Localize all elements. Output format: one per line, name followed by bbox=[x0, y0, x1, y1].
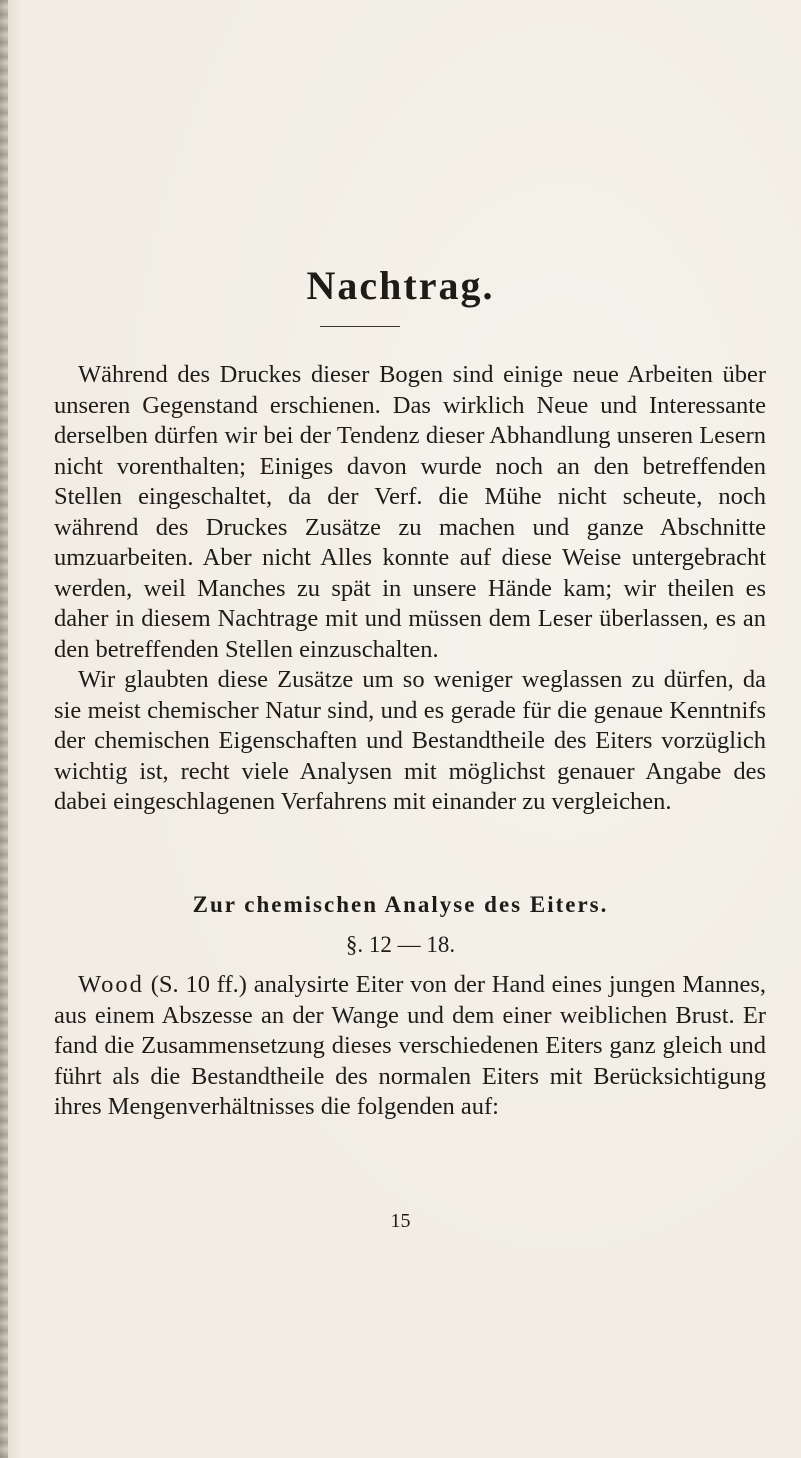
paragraph-3 bbox=[54, 970, 766, 1123]
paragraph-1: Während des Druckes dieser Bogen sind einige neue Arbeiten über unseren Gegenstand erschienen. Das wirklich Neue und Interessante derselben dürfen wir bei der Tendenz dieser Abhandlung unseren Lesern nicht vorenthalten; Einiges davon wurde noch an den betreffenden Stellen eingeschaltet, da der Verf. die Mühe nicht scheute, noch während des Druckes Zusätze zu machen und ganze Abschnitte umzuarbeiten. Aber nicht Alles konnte auf diese Weise untergebracht werden, weil Manches zu spät in unsere Hände kam; wir theilen es daher in diesem Nachtrage mit und müssen dem Leser überlassen, es an den betreffenden Stellen einzuschalten. bbox=[54, 361, 766, 663]
paragraph-3-text: (S. 10 ff.) analysirte Eiter von der Hand eines jungen Mannes, aus einem Abszesse an der Wange und dem einer weiblichen Brust. Er fand die Zusammensetzung dieses verschiedenen Eiters ganz gleich und führt als die Bestandtheile des normalen Eiters mit Berücksichtigung ihres Mengenverhältnisses die folgenden auf: bbox=[54, 971, 766, 1120]
paragraph-2: Wir glaubten diese Zusätze um so weniger weglassen zu dürfen, da sie meist chemischer Natur sind, und es gerade für die genaue Kenntnifs der chemischen Eigenschaften und Bestandtheile des Eiters vorzüglich wichtig ist, recht viele Analysen mit möglichst genauer Angabe des dabei eingeschlagenen Verfahrens mit einander zu vergleichen. bbox=[54, 666, 766, 815]
section-title: Zur chemischen Analyse des Eiters. bbox=[192, 892, 609, 917]
section-reference: §. 12 — 18. bbox=[345, 932, 456, 957]
heading-rule bbox=[320, 326, 400, 327]
page-heading: Nachtrag. bbox=[306, 263, 495, 308]
author-name: Wood bbox=[78, 971, 144, 998]
page-number: 15 bbox=[390, 1210, 411, 1232]
binding-edge bbox=[0, 0, 8, 1458]
